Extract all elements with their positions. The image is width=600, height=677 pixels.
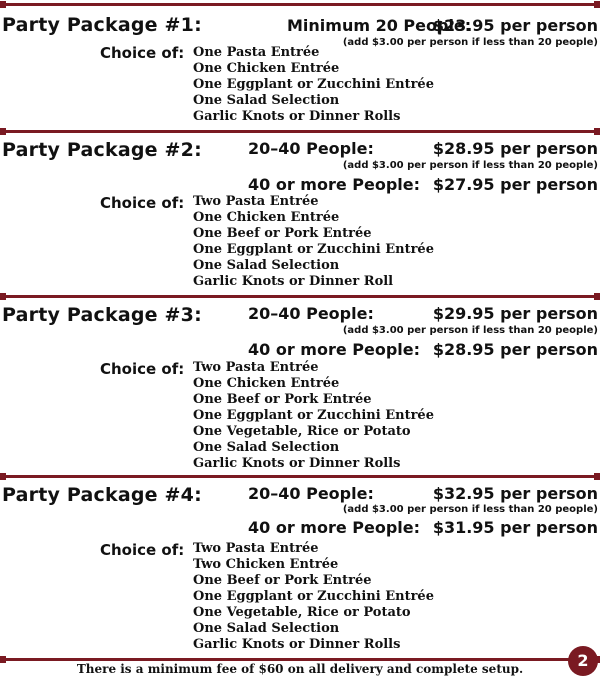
tier-price: $29.95 per person <box>432 304 598 323</box>
tier-price: $27.95 per person <box>432 175 598 194</box>
page-number-badge: 2 <box>568 646 598 676</box>
list-item: Garlic Knots or Dinner Rolls <box>193 109 401 124</box>
footer-note: There is a minimum fee of $60 on all delivery and complete setup. <box>76 662 524 676</box>
list-item: One Chicken Entrée <box>193 210 340 225</box>
tier-note: (add $3.00 per person if less than 20 people) <box>342 160 598 171</box>
list-item: One Eggplant or Zucchini Entrée <box>193 77 434 92</box>
list-item: One Beef or Pork Entrée <box>193 392 372 407</box>
tier-label: 40 or more People: <box>248 175 421 194</box>
package-title: Party Package #1: <box>2 14 202 36</box>
list-item: One Salad Selection <box>193 93 340 108</box>
list-item: Two Pasta Entrée <box>193 360 319 375</box>
item-list <box>193 360 434 472</box>
package-title: Party Package #2: <box>2 139 202 161</box>
tier-price: $28.95 per person <box>432 340 598 359</box>
list-item: One Salad Selection <box>193 440 340 455</box>
package-title: Party Package #3: <box>2 304 202 326</box>
list-item: One Pasta Entrée <box>193 45 320 60</box>
divider <box>0 295 600 298</box>
list-item: One Chicken Entrée <box>193 61 340 76</box>
list-item: One Vegetable, Rice or Potato <box>193 605 411 620</box>
item-list <box>193 194 434 290</box>
tier-note: (add $3.00 per person if less than 20 people) <box>342 37 598 48</box>
item-list <box>193 541 434 653</box>
tier-note: (add $3.00 per person if less than 20 people) <box>342 325 598 336</box>
list-item: One Eggplant or Zucchini Entrée <box>193 242 434 257</box>
divider-bottom <box>0 658 600 661</box>
list-item: Garlic Knots or Dinner Rolls <box>193 637 401 652</box>
list-item: One Salad Selection <box>193 621 340 636</box>
tier-price: $31.95 per person <box>432 518 598 537</box>
list-item: Garlic Knots or Dinner Roll <box>193 274 394 289</box>
list-item: One Beef or Pork Entrée <box>193 226 372 241</box>
tier-label: 40 or more People: <box>248 340 421 359</box>
tier-label: 20–40 People: <box>248 139 374 158</box>
list-item: Two Chicken Entrée <box>193 557 339 572</box>
tier-price: $28.95 per person <box>432 139 598 158</box>
list-item: One Vegetable, Rice or Potato <box>193 424 411 439</box>
tier-price: $32.95 per person <box>432 484 598 503</box>
tier-label: Minimum 20 People: <box>287 16 472 35</box>
tier-note: (add $3.00 per person if less than 20 people) <box>342 504 598 515</box>
tier-price: $23.95 per person <box>432 16 598 35</box>
item-list <box>193 45 434 125</box>
choice-label: Choice of: <box>100 194 185 212</box>
tier-label: 20–40 People: <box>248 304 374 323</box>
list-item: One Beef or Pork Entrée <box>193 573 372 588</box>
tier-label: 40 or more People: <box>248 518 421 537</box>
list-item: Two Pasta Entrée <box>193 194 319 209</box>
divider-top <box>0 3 600 6</box>
list-item: One Chicken Entrée <box>193 376 340 391</box>
list-item: One Eggplant or Zucchini Entrée <box>193 408 434 423</box>
choice-label: Choice of: <box>100 360 185 378</box>
choice-label: Choice of: <box>100 44 185 62</box>
list-item: Two Pasta Entrée <box>193 541 319 556</box>
choice-label: Choice of: <box>100 541 185 559</box>
divider <box>0 130 600 133</box>
list-item: One Salad Selection <box>193 258 340 273</box>
divider <box>0 475 600 478</box>
package-title: Party Package #4: <box>2 484 202 506</box>
list-item: One Eggplant or Zucchini Entrée <box>193 589 434 604</box>
list-item: Garlic Knots or Dinner Rolls <box>193 456 401 471</box>
tier-label: 20–40 People: <box>248 484 374 503</box>
